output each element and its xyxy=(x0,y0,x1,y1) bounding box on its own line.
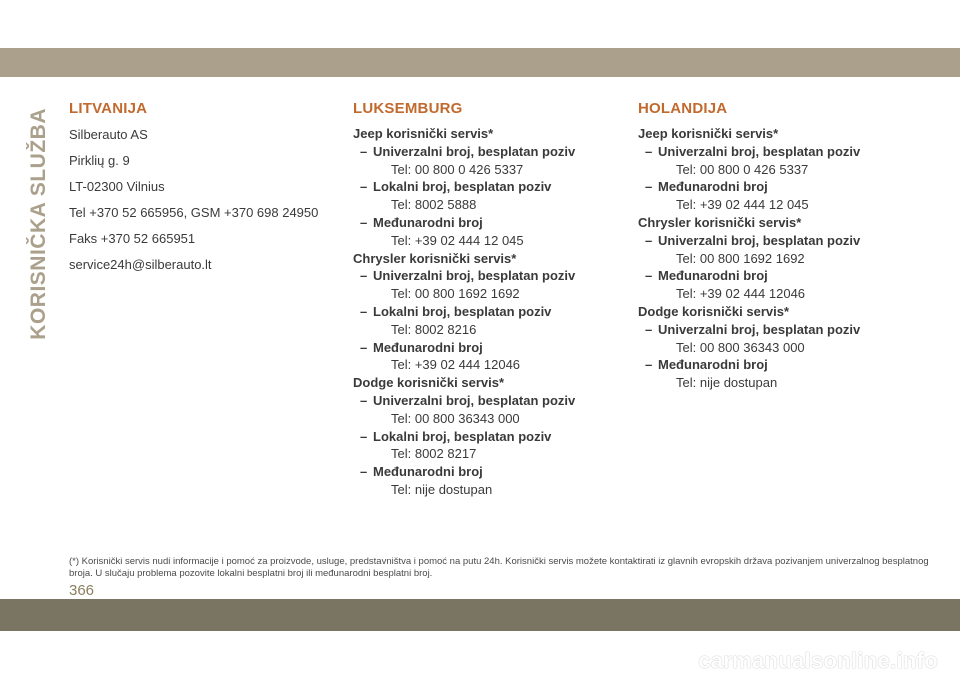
jeep-brand-heading: Jeep korisnički servis* xyxy=(353,126,494,141)
entry-phone: Tel: 8002 5888 xyxy=(391,197,477,213)
dodge-brand-heading: Dodge korisnički servis* xyxy=(353,375,505,391)
entry-phone: Tel: nije dostupan xyxy=(391,481,493,497)
entry-title-text: Univerzalni broj, besplatan poziv xyxy=(373,268,576,284)
entry-title xyxy=(353,463,628,481)
entry-phone: Tel: +39 02 444 12046 xyxy=(391,357,521,373)
site-watermark: carmanualsonline.info xyxy=(698,648,938,673)
entry-title xyxy=(353,428,628,446)
luksemburg-section xyxy=(353,100,628,499)
dodge-brand-heading: Dodge korisnički servis* xyxy=(638,303,790,319)
entry-phone: Tel: +39 02 444 12 045 xyxy=(676,197,809,213)
litvanija-heading: LITVANIJA xyxy=(69,100,148,117)
company-name: Silberauto AS xyxy=(69,127,148,142)
entry-title xyxy=(353,303,628,321)
dash-mark: – xyxy=(645,357,653,373)
entry-title xyxy=(638,356,928,374)
dash-mark: – xyxy=(645,143,653,159)
entry-title xyxy=(353,178,628,196)
footnote: (*) Korisnički servis nudi informacije i pomoć za proizvode, usluge, predstavništva i pomoć na putu 24h. Korisnički servis možete kontaktirati iz glavnih evropskih država pozivanjem univerzalnog besplatnog broja. U slučaju problema pozovite lokalni besplatni broj ili međunarodni besplatni broj. xyxy=(69,556,929,579)
entry-title-text: Univerzalni broj, besplatan poziv xyxy=(658,143,861,159)
entry-phone: Tel: 00 800 36343 000 xyxy=(676,339,805,355)
fax-line: Faks +370 52 665951 xyxy=(69,231,196,246)
dash-mark: – xyxy=(360,303,368,319)
entry-title-text: Međunarodni broj xyxy=(658,268,768,284)
entry-phone: Tel: nije dostupan xyxy=(676,375,778,391)
entry-phone: Tel: 00 800 0 426 5337 xyxy=(676,161,809,177)
footer-band xyxy=(0,599,960,631)
dash-mark: – xyxy=(360,339,368,355)
entry-title xyxy=(638,232,928,250)
dash-mark: – xyxy=(360,179,368,195)
entry-title xyxy=(638,321,928,339)
header-band xyxy=(0,48,960,77)
dash-mark: – xyxy=(645,179,653,195)
entry-phone: Tel: +39 02 444 12 045 xyxy=(391,232,524,248)
entry-title xyxy=(638,143,928,161)
entry-title-text: Međunarodni broj xyxy=(658,357,768,373)
entry-title-text: Lokalni broj, besplatan poziv xyxy=(373,303,552,319)
entry-title-text: Međunarodni broj xyxy=(373,339,483,355)
dash-mark: – xyxy=(645,321,653,337)
entry-title xyxy=(353,339,628,357)
dash-mark: – xyxy=(360,428,368,444)
side-title-text: KORISNIČKA SLUŽBA xyxy=(27,108,50,340)
entry-title-text: Međunarodni broj xyxy=(373,214,483,230)
dash-mark: – xyxy=(645,268,653,284)
entry-title-text: Univerzalni broj, besplatan poziv xyxy=(658,321,861,337)
dash-mark: – xyxy=(360,392,368,408)
entry-title-text: Međunarodni broj xyxy=(373,464,483,480)
entry-title-text: Lokalni broj, besplatan poziv xyxy=(373,179,552,195)
entry-phone: Tel: 00 800 1692 1692 xyxy=(391,286,520,302)
entry-title xyxy=(353,214,628,232)
chrysler-brand-heading: Chrysler korisnički servis* xyxy=(638,214,802,230)
phone-line: Tel +370 52 665956, GSM +370 698 24950 xyxy=(69,205,319,220)
entry-phone: Tel: 8002 8217 xyxy=(391,446,477,462)
entry-title-text: Lokalni broj, besplatan poziv xyxy=(373,428,552,444)
holandija-heading: HOLANDIJA xyxy=(638,100,728,117)
entry-title xyxy=(353,267,628,285)
entry-phone: Tel: 8002 8216 xyxy=(391,321,477,337)
page-number: 366 xyxy=(69,582,95,599)
chrysler-brand-heading: Chrysler korisnički servis* xyxy=(353,250,517,266)
litvanija-section xyxy=(69,100,344,283)
dash-mark: – xyxy=(360,464,368,480)
entry-title xyxy=(638,178,928,196)
entry-phone: Tel: 00 800 0 426 5337 xyxy=(391,161,524,177)
section-side-title xyxy=(22,100,56,348)
entry-phone: Tel: 00 800 36343 000 xyxy=(391,410,520,426)
entry-title-text: Univerzalni broj, besplatan poziv xyxy=(658,232,861,248)
dash-mark: – xyxy=(360,143,368,159)
jeep-brand-heading: Jeep korisnički servis* xyxy=(638,126,779,141)
street-address: Pirklių g. 9 xyxy=(69,153,130,168)
entry-title xyxy=(638,267,928,285)
dash-mark: – xyxy=(360,214,368,230)
entry-phone: Tel: 00 800 1692 1692 xyxy=(676,250,805,266)
dash-mark: – xyxy=(645,232,653,248)
luksemburg-heading: LUKSEMBURG xyxy=(353,100,463,117)
entry-phone: Tel: +39 02 444 12046 xyxy=(676,286,806,302)
entry-title-text: Međunarodni broj xyxy=(658,179,768,195)
entry-title-text: Univerzalni broj, besplatan poziv xyxy=(373,143,576,159)
postal-city: LT-02300 Vilnius xyxy=(69,179,165,194)
dash-mark: – xyxy=(360,268,368,284)
email-line: service24h@silberauto.lt xyxy=(69,257,212,272)
entry-title xyxy=(353,392,628,410)
holandija-section xyxy=(638,100,928,392)
entry-title-text: Univerzalni broj, besplatan poziv xyxy=(373,392,576,408)
entry-title xyxy=(353,143,628,161)
